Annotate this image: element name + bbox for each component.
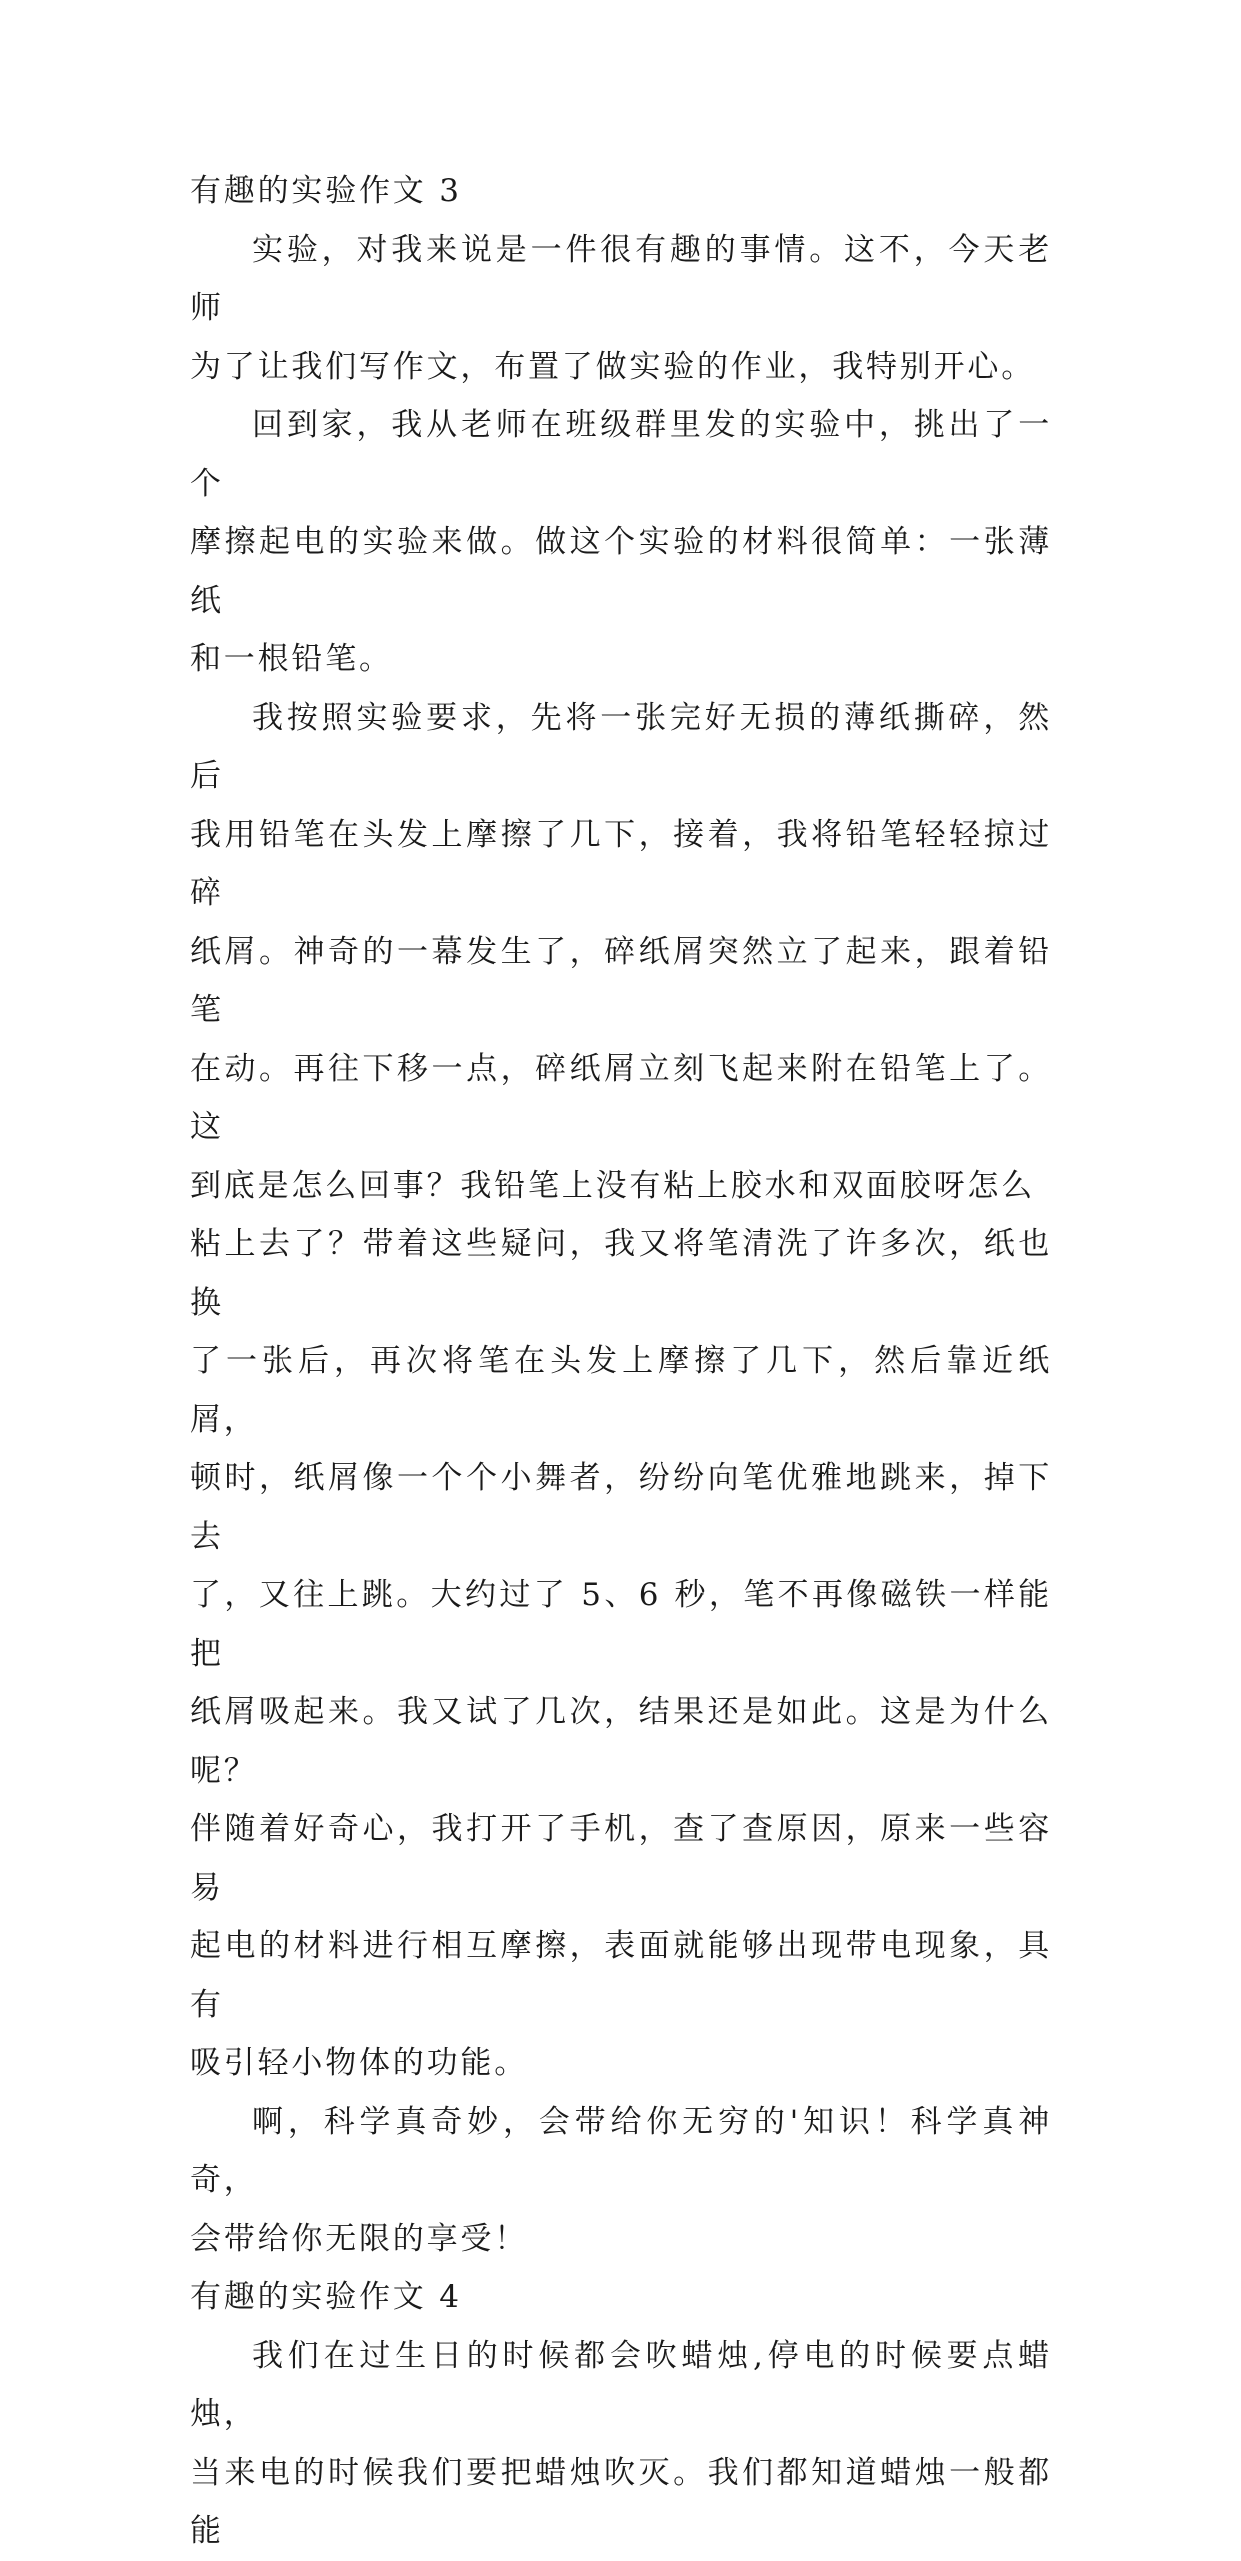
essay-section-3 — [190, 162, 1052, 2268]
essay-heading: 有趣的实验作文 3 — [190, 173, 462, 209]
essay-section-4 — [190, 2268, 1052, 2561]
essay-paragraph: 我们在过生日的时候都会吹蜡烛,停电的时候要点蜡烛， 当来电的时候我们要把蜡烛吹灭。我们都知道蜡烛一般都能 — [190, 2337, 1052, 2549]
essay-paragraph: 我按照实验要求，先将一张完好无损的薄纸撕碎，然后 我用铅笔在头发上摩擦了几下，接着，我将铅笔轻轻掠过碎 纸屑。神奇的一幕发生了，碎纸屑突然立了起来，跟着铅笔 在动。再往下移一点，碎纸屑立刻飞起来附在铅笔上了。这 到底是怎么回事？我铅笔上没有粘上胶水和双面胶呀怎么 粘上去了？带着这些疑问，我又将笔清洗了许多次，纸也换 了一张后，再次将笔在头发上摩擦了几下，然后靠近纸屑， 顿时，纸屑像一个个小舞者，纷纷向笔优雅地跳来，掉下去 了，又往上跳。大约过了 5、6 秒，笔不再像磁铁一样能把 纸屑吸起来。我又试了几次，结果还是如此。这是为什么呢？ 伴随着好奇心，我打开了手机，查了查原因，原来一些容易 起电的材料进行相互摩擦，表面就能够出现带电现象，具有 吸引轻小物体的功能。 — [190, 699, 1052, 2081]
essay-paragraph: 回到家，我从老师在班级群里发的实验中，挑出了一个 摩擦起电的实验来做。做这个实验的材料很简单：一张薄纸 和一根铅笔。 — [190, 407, 1052, 677]
document-body — [190, 162, 1052, 2561]
essay-heading: 有趣的实验作文 4 — [190, 2279, 462, 2315]
essay-paragraph: 啊，科学真奇妙，会带给你无穷的'知识！科学真神奇， 会带给你无限的享受！ — [190, 2103, 1052, 2257]
essay-paragraph: 实验，对我来说是一件很有趣的事情。这不，今天老师 为了让我们写作文，布置了做实验的作业，我特别开心。 — [190, 231, 1052, 385]
